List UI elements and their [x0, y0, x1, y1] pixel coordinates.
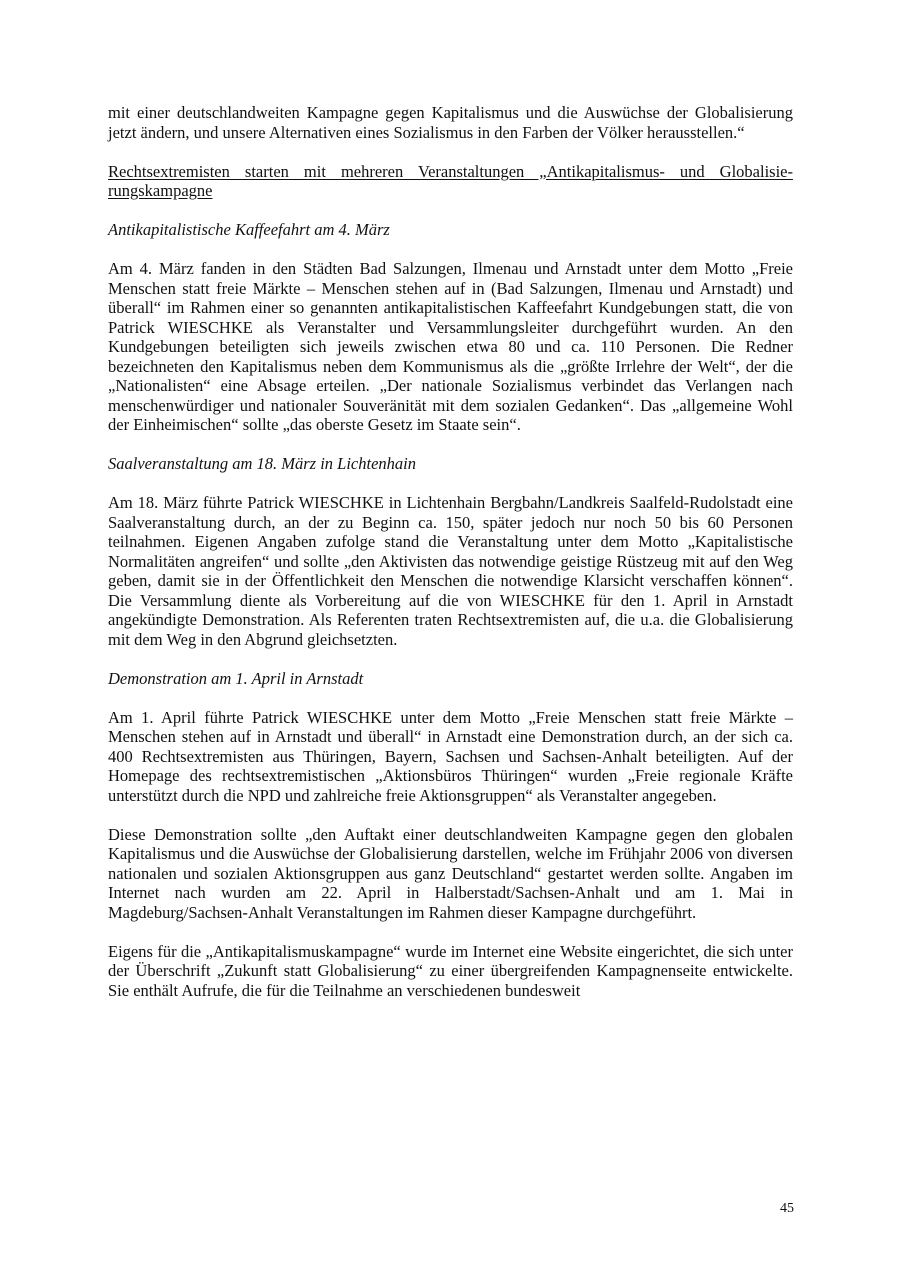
paragraph-demonstration-2: Diese Demonstration sollte „den Auftakt einer deutschlandweiten Kampagne gegen den globalen Kapitalismus und die Auswüchse der Globalisierung darstellen, welche im Frühjahr 2006 von diversen nationalen und sozialen Aktionsgruppen aus ganz Deutschland“ gestartet werden sollte. Angaben im Internet nach wurden am 22. April in Halberstadt/Sachsen-Anhalt und am 1. Mai in Magdeburg/Sachsen-Anhalt Veranstaltungen im Rahmen dieser Kampagne durchgeführt. — [108, 824, 793, 922]
paragraph-demonstration-1: Am 1. April führte Patrick WIESCHKE unter dem Motto „Freie Menschen statt freie Märkte – Menschen stehen auf in Arnstadt und überall“ in Arnstadt eine Demonstration durch, an der sich ca. 400 Rechtsextremisten aus Thüringen, Bayern, Sachsen und Sachsen-Anhalt beteiligten. Auf der Homepage des rechtsextremistischen „Aktionsbüros Thüringen“ wurden „Freie regionale Kräfte unterstützt durch die NPD und zahlreiche freie Aktionsgruppen“ als Veranstalter angegeben. — [108, 707, 793, 805]
spacer — [108, 201, 793, 221]
spacer — [108, 805, 793, 825]
spacer — [108, 922, 793, 942]
section-heading: Rechtsextremisten starten mit mehreren Veranstaltungen „Antikapitalismus- und Globalisierungskampagne — [108, 161, 793, 200]
paragraph-saalveranstaltung: Am 18. März führte Patrick WIESCHKE in Lichtenhain Bergbahn/Landkreis Saalfeld-Rudolstadt eine Saalveranstaltung durch, an der zu Beginn ca. 150, später jedoch nur noch 50 bis 60 Personen teilnahmen. Eigenen Angaben zufolge stand die Veranstaltung unter dem Motto „Kapitalistische Normalitäten angreifen“ und sollte „den Aktivisten das notwendige geistige Rüstzeug mit auf den Weg geben, damit sie in der Öffentlichkeit den Menschen die notwendige Klarsicht verschaffen können“. Die Versammlung diente als Vorbereitung auf die von WIESCHKE für den 1. April in Arnstadt angekündigte Demonstration. Als Referenten traten Rechtsextremisten auf, die u.a. die Globalisierung mit dem Weg in den Abgrund gleichsetzten. — [108, 493, 793, 649]
paragraph-kaffeefahrt: Am 4. März fanden in den Städten Bad Salzungen, Ilmenau und Arnstadt unter dem Motto „Freie Menschen statt freie Märkte – Menschen stehen auf in (Bad Salzungen, Ilmenau und Arnstadt) und überall“ im Rahmen einer so genannten antikapitalistischen Kaffeefahrt Kundgebungen statt, die von Patrick WIESCHKE als Veranstalter und Versammlungsleiter durchgeführt wurden. An den Kundgebungen beteiligten sich jeweils zwischen etwa 80 und ca. 110 Personen. Die Redner bezeichneten den Kapitalismus neben dem Kommunismus als die „größte Irrlehre der Welt“, der die „Nationalisten“ eine Absage erteilen. „Der nationale Sozialismus verbindet das Verlangen nach menschenwürdiger und nationaler Souveränität mit dem sozialen Gedanken“. Das „allgemeine Wohl der Einheimischen“ sollte „das oberste Gesetz im Staate sein“. — [108, 259, 793, 434]
spacer — [108, 142, 793, 162]
subheading-saalveranstaltung: Saalveranstaltung am 18. März in Lichtenhain — [108, 454, 416, 473]
spacer — [108, 649, 793, 669]
document-page — [108, 103, 793, 1000]
paragraph-demonstration-3: Eigens für die „Antikapitalismuskampagne“ wurde im Internet eine Website eingerichtet, die sich unter der Überschrift „Zukunft statt Globalisierung“ zu einer übergreifenden Kampagnenseite entwickelte. Sie enthält Aufrufe, die für die Teilnahme an verschiedenen bundesweit — [108, 941, 793, 1000]
spacer — [108, 474, 793, 494]
subheading-demonstration: Demonstration am 1. April in Arnstadt — [108, 668, 364, 688]
subheading-kaffeefahrt: Antikapitalistische Kaffeefahrt am 4. März — [108, 220, 390, 239]
page-number: 45 — [780, 1201, 794, 1216]
spacer — [108, 435, 793, 455]
spacer — [108, 240, 793, 260]
spacer — [108, 688, 793, 708]
intro-paragraph: mit einer deutschlandweiten Kampagne gegen Kapitalismus und die Auswüchse der Globalisierung jetzt ändern, und unsere Alternativen eines Sozialismus in den Farben der Völker herausstellen.“ — [108, 103, 793, 142]
